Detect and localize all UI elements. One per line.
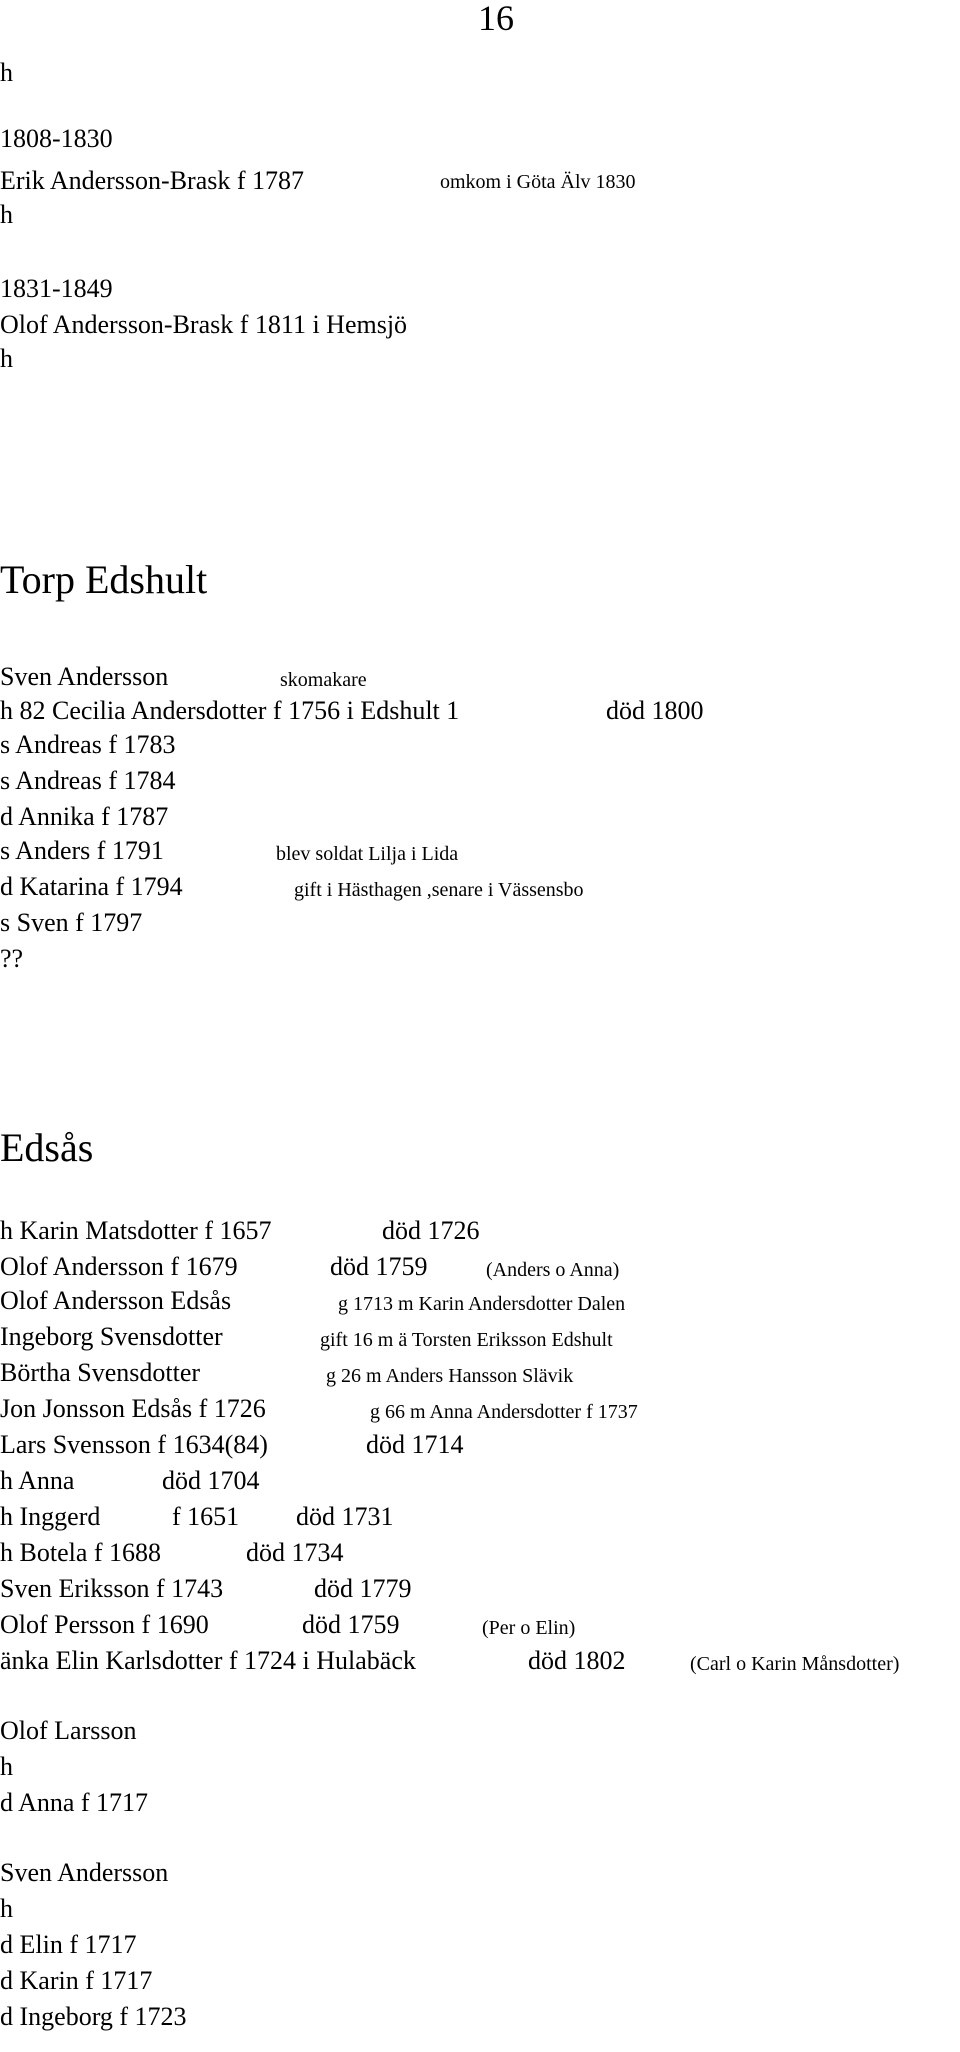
text-line: Sven Andersson [0,662,169,691]
text-line: g 1713 m Karin Andersdotter Dalen [338,1293,626,1315]
text-line: gift 16 m ä Torsten Eriksson Edshult [320,1329,613,1351]
text-line: död 1779 [314,1574,412,1603]
text-line: d Ingeborg f 1723 [0,2002,187,2031]
text-line: g 66 m Anna Andersdotter f 1737 [370,1401,638,1423]
text-line: Lars Svensson f 1634(84) [0,1430,268,1459]
text-line: död 1731 [296,1502,394,1531]
text-line: Olof Andersson f 1679 [0,1252,238,1281]
text-line: död 1759 [330,1252,428,1281]
text-line: död 1714 [366,1430,464,1459]
text-line: (Per o Elin) [482,1617,576,1639]
text-line: död 1800 [606,696,704,725]
text-line: d Annika f 1787 [0,802,169,831]
text-line: änka Elin Karlsdotter f 1724 i Hulabäck [0,1646,416,1675]
text-line: h [0,200,13,229]
text-line: död 1759 [302,1610,400,1639]
text-line: h Inggerd [0,1502,101,1531]
text-line: död 1802 [528,1646,626,1675]
text-line: h [0,1752,13,1781]
text-line: d Anna f 1717 [0,1788,149,1817]
text-line: h Karin Matsdotter f 1657 [0,1216,272,1245]
text-line: Olof Persson f 1690 [0,1610,209,1639]
text-line: död 1734 [246,1538,344,1567]
text-line: d Elin f 1717 [0,1930,137,1959]
text-line: h [0,58,13,87]
text-line: s Sven f 1797 [0,908,143,937]
text-line: h 82 Cecilia Andersdotter f 1756 i Edshult 1 [0,696,460,725]
section-heading: Torp Edshult [0,557,208,602]
text-line: (Anders o Anna) [486,1259,620,1281]
text-line: g 26 m Anders Hansson Slävik [326,1365,574,1387]
text-line: ?? [0,944,24,973]
text-line: s Anders f 1791 [0,836,164,865]
text-line: Börtha Svensdotter [0,1358,201,1387]
text-line: h [0,344,13,373]
text-line: Olof Andersson-Brask f 1811 i Hemsjö [0,310,408,339]
text-line: s Andreas f 1784 [0,766,176,795]
section-heading: Edsås [0,1125,94,1170]
text-line: Erik Andersson-Brask f 1787 [0,166,305,195]
text-line: Olof Andersson Edsås [0,1286,232,1315]
text-line: död 1726 [382,1216,480,1245]
text-line: död 1704 [162,1466,260,1495]
text-line: omkom i Göta Älv 1830 [440,171,636,193]
text-line: Ingeborg Svensdotter [0,1322,223,1351]
text-line: d Katarina f 1794 [0,872,183,901]
text-line: skomakare [280,669,367,691]
text-line: Olof Larsson [0,1716,137,1745]
text-line: Sven Andersson [0,1858,169,1887]
text-line: d Karin f 1717 [0,1966,153,1995]
text-line: h [0,1894,13,1923]
text-line: h Anna [0,1466,75,1495]
page-number: 16 [478,0,514,38]
text-line: gift i Hästhagen ,senare i Vässensbo [294,879,584,901]
text-line: 1808-1830 [0,124,113,153]
text-line: f 1651 [172,1502,240,1531]
text-line: s Andreas f 1783 [0,730,176,759]
text-line: h Botela f 1688 [0,1538,162,1567]
text-line: Jon Jonsson Edsås f 1726 [0,1394,266,1423]
text-line: 1831-1849 [0,274,113,303]
text-line: blev soldat Lilja i Lida [276,843,459,865]
text-line: Sven Eriksson f 1743 [0,1574,224,1603]
text-line: (Carl o Karin Månsdotter) [690,1653,900,1675]
